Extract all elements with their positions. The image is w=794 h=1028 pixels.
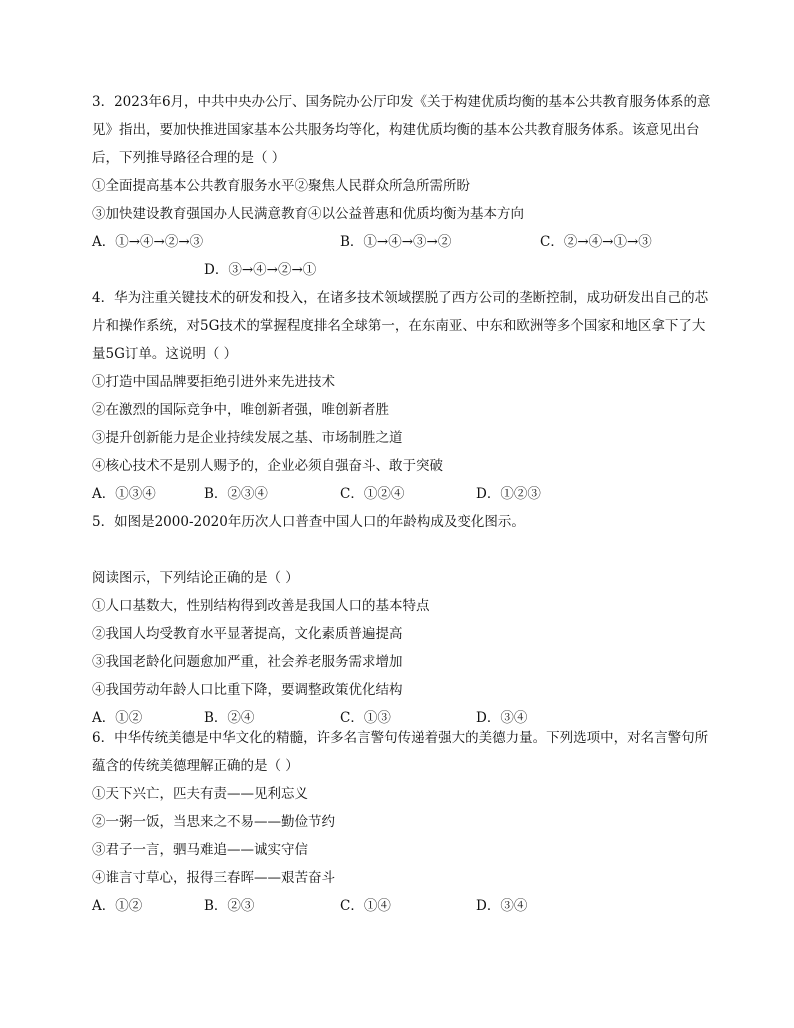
question-4-option-c[interactable]: C．①②④ [340,486,405,502]
question-5-statement-2: ②我国人均受教育水平显著提高，文化素质普遍提高 [92,626,403,642]
question-3-option-d[interactable]: D．③→④→②→① [204,262,317,278]
question-6-statement-2: ②一粥一饭，当思来之不易——勤俭节约 [92,814,335,830]
question-4-statement-1: ①打造中国品牌要拒绝引进外来先进技术 [92,374,335,390]
question-3-stem-line-3: 后，下列推导路径合理的是（ ） [92,150,286,166]
question-6-option-d[interactable]: D．③④ [476,898,528,914]
question-3-option-c[interactable]: C．②→④→①→③ [540,234,652,250]
question-3-options-row-1 [92,228,722,256]
question-5-statement-1: ①人口基数大，性别结构得到改善是我国人口的基本特点 [92,598,430,614]
question-6-statement-1: ①天下兴亡，匹夫有责——见利忘义 [92,786,308,802]
question-3-option-a[interactable]: A．①→④→②→③ [92,234,204,250]
question-4-option-a[interactable]: A．①③④ [92,486,156,502]
question-6-stem-line-1: 6．中华传统美德是中华文化的精髓，许多名言警句传递着强大的美德力量。下列选项中，对名言警句所 [92,730,709,746]
question-4-statement-3: ③提升创新能力是企业持续发展之基、市场制胜之道 [92,430,403,446]
question-3-statement-3-4: ③加快建设教育强国办人民满意教育④以公益普惠和优质均衡为基本方向 [92,206,524,222]
question-3-statement-1-2: ①全面提高基本公共教育服务水平②聚焦人民群众所急所需所盼 [92,178,470,194]
question-6-statement-3: ③君子一言，驷马难追——诚实守信 [92,842,308,858]
question-5-option-a[interactable]: A．①② [92,710,143,726]
question-5-option-c[interactable]: C．①③ [340,710,391,726]
question-5 [92,508,722,732]
question-6-option-a[interactable]: A．①② [92,898,143,914]
question-4-stem-line-3: 量5G订单。这说明（ ） [92,346,238,362]
question-3-stem-line-2: 见》指出，要加快推进国家基本公共服务均等化，构建优质均衡的基本公共教育服务体系。该意见出台 [92,122,700,138]
question-6-option-c[interactable]: C．①④ [340,898,391,914]
question-5-option-d[interactable]: D．③④ [476,710,528,726]
question-6-option-b[interactable]: B．②③ [204,898,255,914]
question-5-stem-line-1: 5．如图是2000-2020年历次人口普查中国人口的年龄构成及变化图示。 [92,514,525,530]
question-6-stem-line-2: 蕴含的传统美德理解正确的是（ ） [92,758,299,774]
question-4-options [92,480,722,508]
question-5-statement-4: ④我国劳动年龄人口比重下降，要调整政策优化结构 [92,682,403,698]
question-4-stem-line-2: 片和操作系统，对5G技术的掌握程度排名全球第一，在东南亚、中东和欧洲等多个国家和地区拿下了大 [92,318,706,334]
question-3-option-b[interactable]: B．①→④→③→② [340,234,452,250]
question-6-statement-4: ④谁言寸草心，报得三春晖——艰苦奋斗 [92,870,335,886]
question-4 [92,284,722,508]
question-5-figure-placeholder [92,536,722,564]
question-4-statement-2: ②在激烈的国际竞争中，唯创新者强，唯创新者胜 [92,402,389,418]
question-5-stem-line-2: 阅读图示，下列结论正确的是（ ） [92,570,299,586]
question-6-options [92,892,722,920]
question-3-options-row-2 [92,256,722,284]
question-3 [92,88,722,284]
question-3-stem-line-1: 3．2023年6月，中共中央办公厅、国务院办公厅印发《关于构建优质均衡的基本公共教育服务体系的意 [92,94,711,110]
question-4-stem-line-1: 4．华为注重关键技术的研发和投入，在诸多技术领域摆脱了西方公司的垄断控制，成功研发出自己的芯 [92,290,709,306]
question-5-option-b[interactable]: B．②④ [204,710,255,726]
question-6 [92,724,722,920]
question-4-option-d[interactable]: D．①②③ [476,486,541,502]
question-4-statement-4: ④核心技术不是别人赐予的，企业必须自强奋斗、敢于突破 [92,458,443,474]
question-5-statement-3: ③我国老龄化问题愈加严重，社会养老服务需求增加 [92,654,403,670]
question-4-option-b[interactable]: B．②③④ [204,486,268,502]
